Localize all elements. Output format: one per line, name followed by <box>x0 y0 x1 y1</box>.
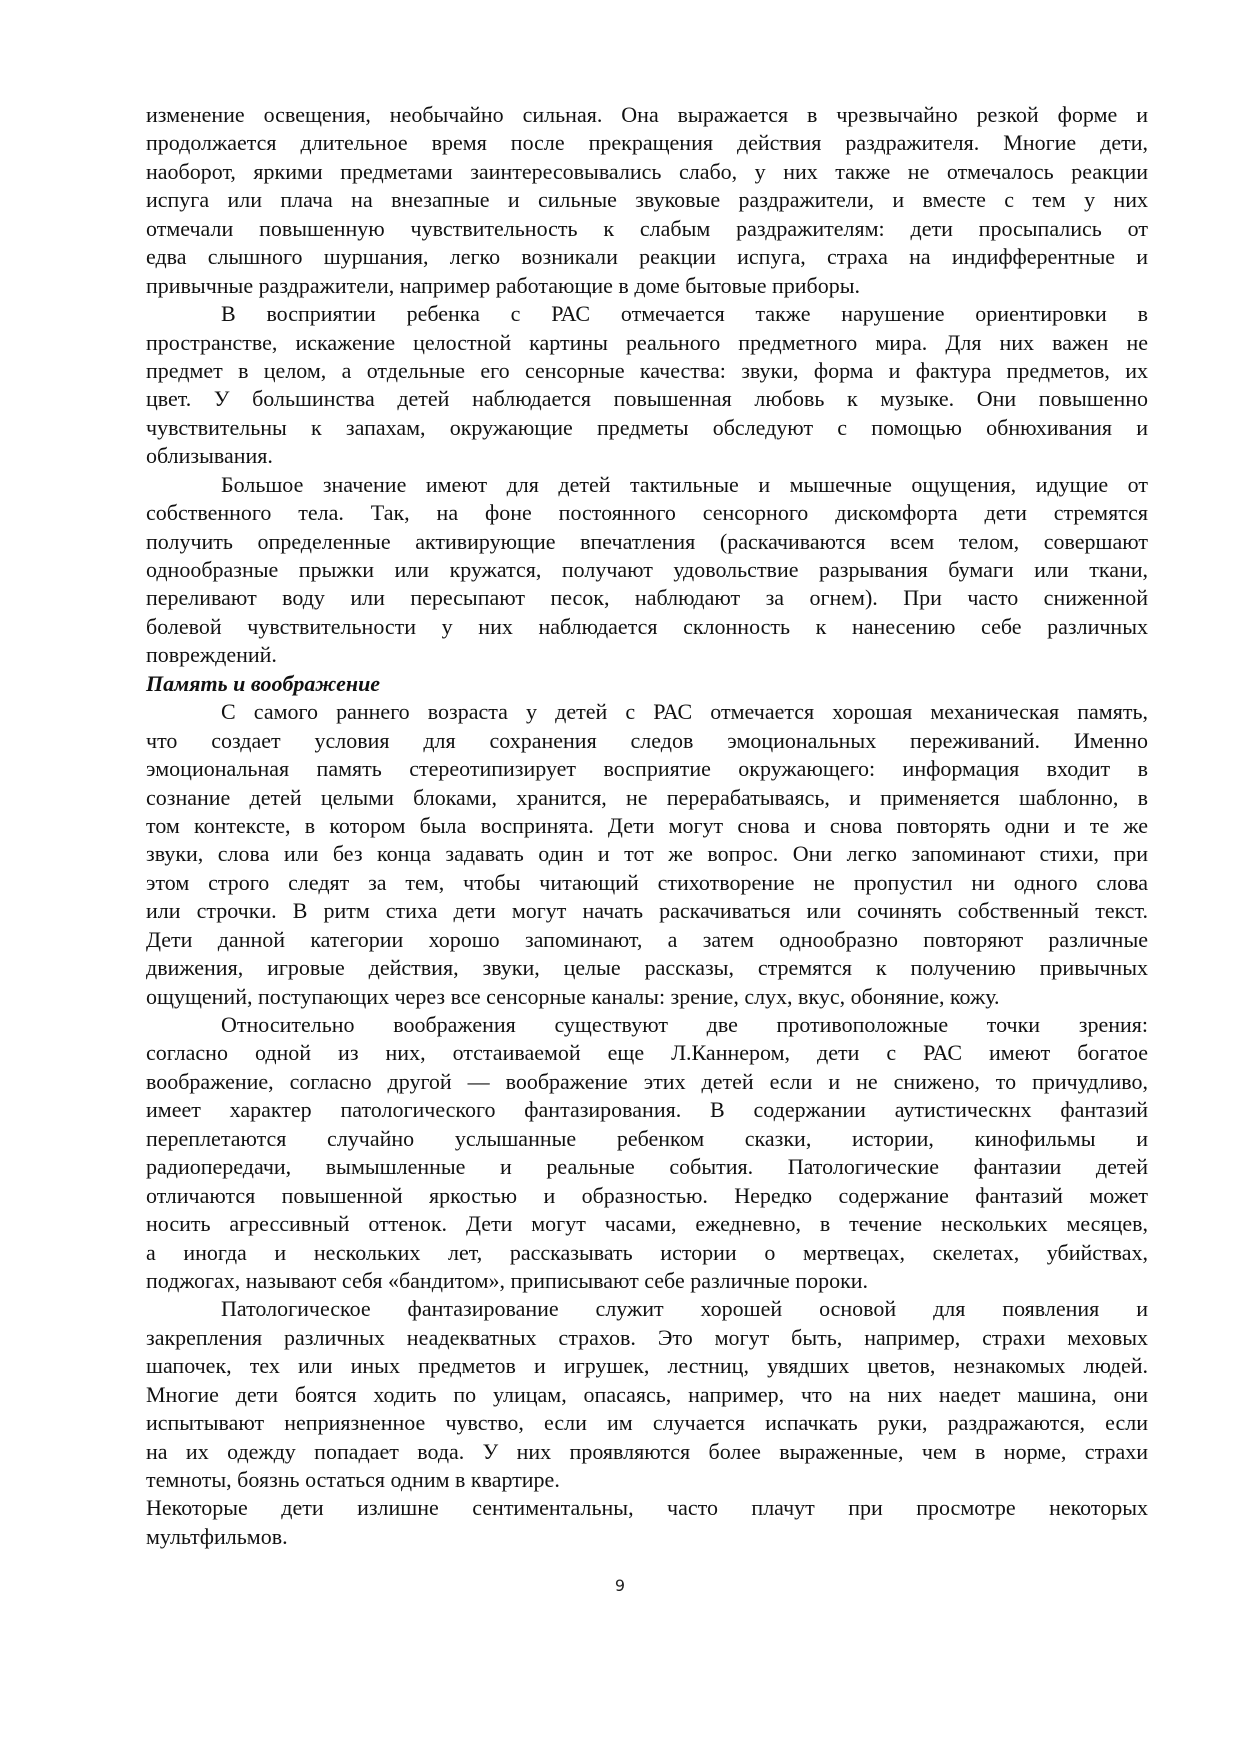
text-line: или строчки. В ритм стиха дети могут начать раскачиваться или сочинять собственный текст. <box>146 898 1148 924</box>
text-line: переливают воду или пересыпают песок, наблюдают за огнем). При часто сниженной <box>146 585 1148 611</box>
text-line: наоборот, яркими предметами заинтересовывались слабо, у них также не отмечалось реакции <box>146 158 1148 184</box>
text-line: закрепления различных неадекватных страхов. Это могут быть, например, страхи меховых <box>146 1324 1148 1350</box>
text-line: согласно одной из них, отстаиваемой еще Л.Каннером, дети с РАС имеют богатое <box>146 1040 1148 1066</box>
text-line: собственного тела. Так, на фоне постоянного сенсорного дискомфорта дети стремятся <box>146 500 1148 526</box>
text-line: предмет в целом, а отдельные его сенсорные качества: звуки, форма и фактура предметов, их <box>146 357 1148 383</box>
text-line: том контексте, в котором была воспринята. Дети могут снова и снова повторять одни и те же <box>146 812 1148 838</box>
text-line: облизывания. <box>146 443 273 469</box>
text-line: что создает условия для сохранения следов эмоциональных переживаний. Именно <box>146 727 1148 753</box>
text-line: испуга или плача на внезапные и сильные звуковые раздражители, и вместе с тем у них <box>146 187 1148 213</box>
paragraph <box>146 300 1148 471</box>
text-line: отмечали повышенную чувствительность к слабым раздражителям: дети просыпались от <box>146 215 1148 241</box>
text-line: В восприятии ребенка с РАС отмечается также нарушение ориентировки в <box>221 301 1148 327</box>
text-line: Относительно воображения существуют две противоположные точки зрения: <box>221 1012 1148 1037</box>
text-line: темноты, боязнь остаться одним в квартире. <box>146 1467 560 1492</box>
text-line: С самого раннего возраста у детей с РАС отмечается хорошая механическая память, <box>221 699 1148 725</box>
text-line: движения, игровые действия, звуки, целые рассказы, стремятся к получению привычных <box>146 955 1148 981</box>
heading-text: Память и воображение <box>146 670 381 696</box>
page-number: 9 <box>614 1576 626 1595</box>
text-line: носить агрессивный оттенок. Дети могут часами, ежедневно, в течение нескольких месяцев, <box>146 1211 1148 1237</box>
body-text <box>146 101 1148 1551</box>
text-line: цвет. У большинства детей наблюдается повышенная любовь к музыке. Они повышенно <box>146 386 1148 412</box>
paragraph <box>146 1295 1148 1494</box>
text-line: Дети данной категории хорошо запоминают, а затем однообразно повторяют различные <box>146 926 1148 952</box>
text-line: отличаются повышенной яркостью и образностью. Нередко содержание фантазий может <box>146 1182 1148 1208</box>
text-line: поджогах, называют себя «бандитом», приписывают себе различные пороки. <box>146 1267 869 1293</box>
text-line: имеет характер патологического фантазирования. В содержании аутистическнх фантазий <box>146 1097 1148 1123</box>
text-line: а иногда и нескольких лет, рассказывать истории о мертвецах, скелетах, убийствах, <box>146 1239 1148 1265</box>
text-line: чувствительны к запахам, окружающие предметы обследуют с помощью обнюхивания и <box>146 414 1148 440</box>
text-line: Патологическое фантазирование служит хорошей основой для появления и <box>221 1296 1148 1322</box>
paragraph <box>146 1011 1148 1295</box>
text-line: едва слышного шуршания, легко возникали реакции испуга, страха на индифферентные и <box>146 244 1148 270</box>
text-line: пространстве, искажение целостной картины реального предметного мира. Для них важен не <box>146 329 1148 355</box>
text-line: однообразные прыжки или кружатся, получают удовольствие разрывания бумаги или ткани, <box>146 557 1148 582</box>
text-line: повреждений. <box>146 642 277 668</box>
paragraph <box>146 698 1148 1011</box>
text-line: продолжается длительное время после прекращения действия раздражителя. Многие дети, <box>146 130 1148 156</box>
text-line: этом строго следят за тем, чтобы читающий стихотворение не пропустил ни одного слова <box>146 869 1148 895</box>
text-line: переплетаются случайно услышанные ребенком сказки, истории, кинофильмы и <box>146 1125 1148 1151</box>
paragraph <box>146 101 1148 300</box>
paragraph <box>146 471 1148 670</box>
text-line: звуки, слова или без конца задавать один и тот же вопрос. Они легко запоминают стихи, при <box>146 841 1148 867</box>
text-line: болевой чувствительности у них наблюдается склонность к нанесению себе различных <box>146 613 1148 639</box>
text-line: изменение освещения, необычайно сильная. Она выражается в чрезвычайно резкой форме и <box>146 102 1148 127</box>
paragraph <box>146 1494 1148 1551</box>
text-line: эмоциональная память стереотипизирует восприятие окружающего: информация входит в <box>146 756 1148 782</box>
text-line: на их одежду попадает вода. У них проявляются более выраженные, чем в норме, страхи <box>146 1438 1148 1464</box>
text-line: мультфильмов. <box>146 1523 288 1549</box>
text-line: Многие дети боятся ходить по улицам, опасаясь, например, что на них наедет машина, они <box>146 1381 1148 1407</box>
text-line: привычные раздражители, например работающие в доме бытовые приборы. <box>146 272 861 298</box>
text-line: Большое значение имеют для детей тактильные и мышечные ощущения, идущие от <box>221 471 1148 497</box>
text-line: Некоторые дети излишне сентиментальны, часто плачут при просмотре некоторых <box>146 1495 1148 1521</box>
text-line: испытывают неприязненное чувство, если им случается испачкать руки, раздражаются, если <box>146 1410 1148 1436</box>
text-line: получить определенные активирующие впечатления (раскачиваются всем телом, совершают <box>146 528 1148 554</box>
text-line: воображение, согласно другой — воображение этих детей если и не снижено, то причудливо, <box>146 1068 1148 1094</box>
text-line: ощущений, поступающих через все сенсорные каналы: зрение, слух, вкус, обоняние, кожу. <box>146 983 1000 1009</box>
text-line: сознание детей целыми блоками, хранится, не перерабатываясь, и применяется шаблонно, в <box>146 784 1148 810</box>
text-line: шапочек, тех или иных предметов и игрушек, лестниц, увядших цветов, незнакомых людей. <box>146 1353 1148 1379</box>
text-line: радиопередачи, вымышленные и реальные события. Патологические фантазии детей <box>146 1154 1148 1180</box>
section-heading <box>146 670 1148 698</box>
